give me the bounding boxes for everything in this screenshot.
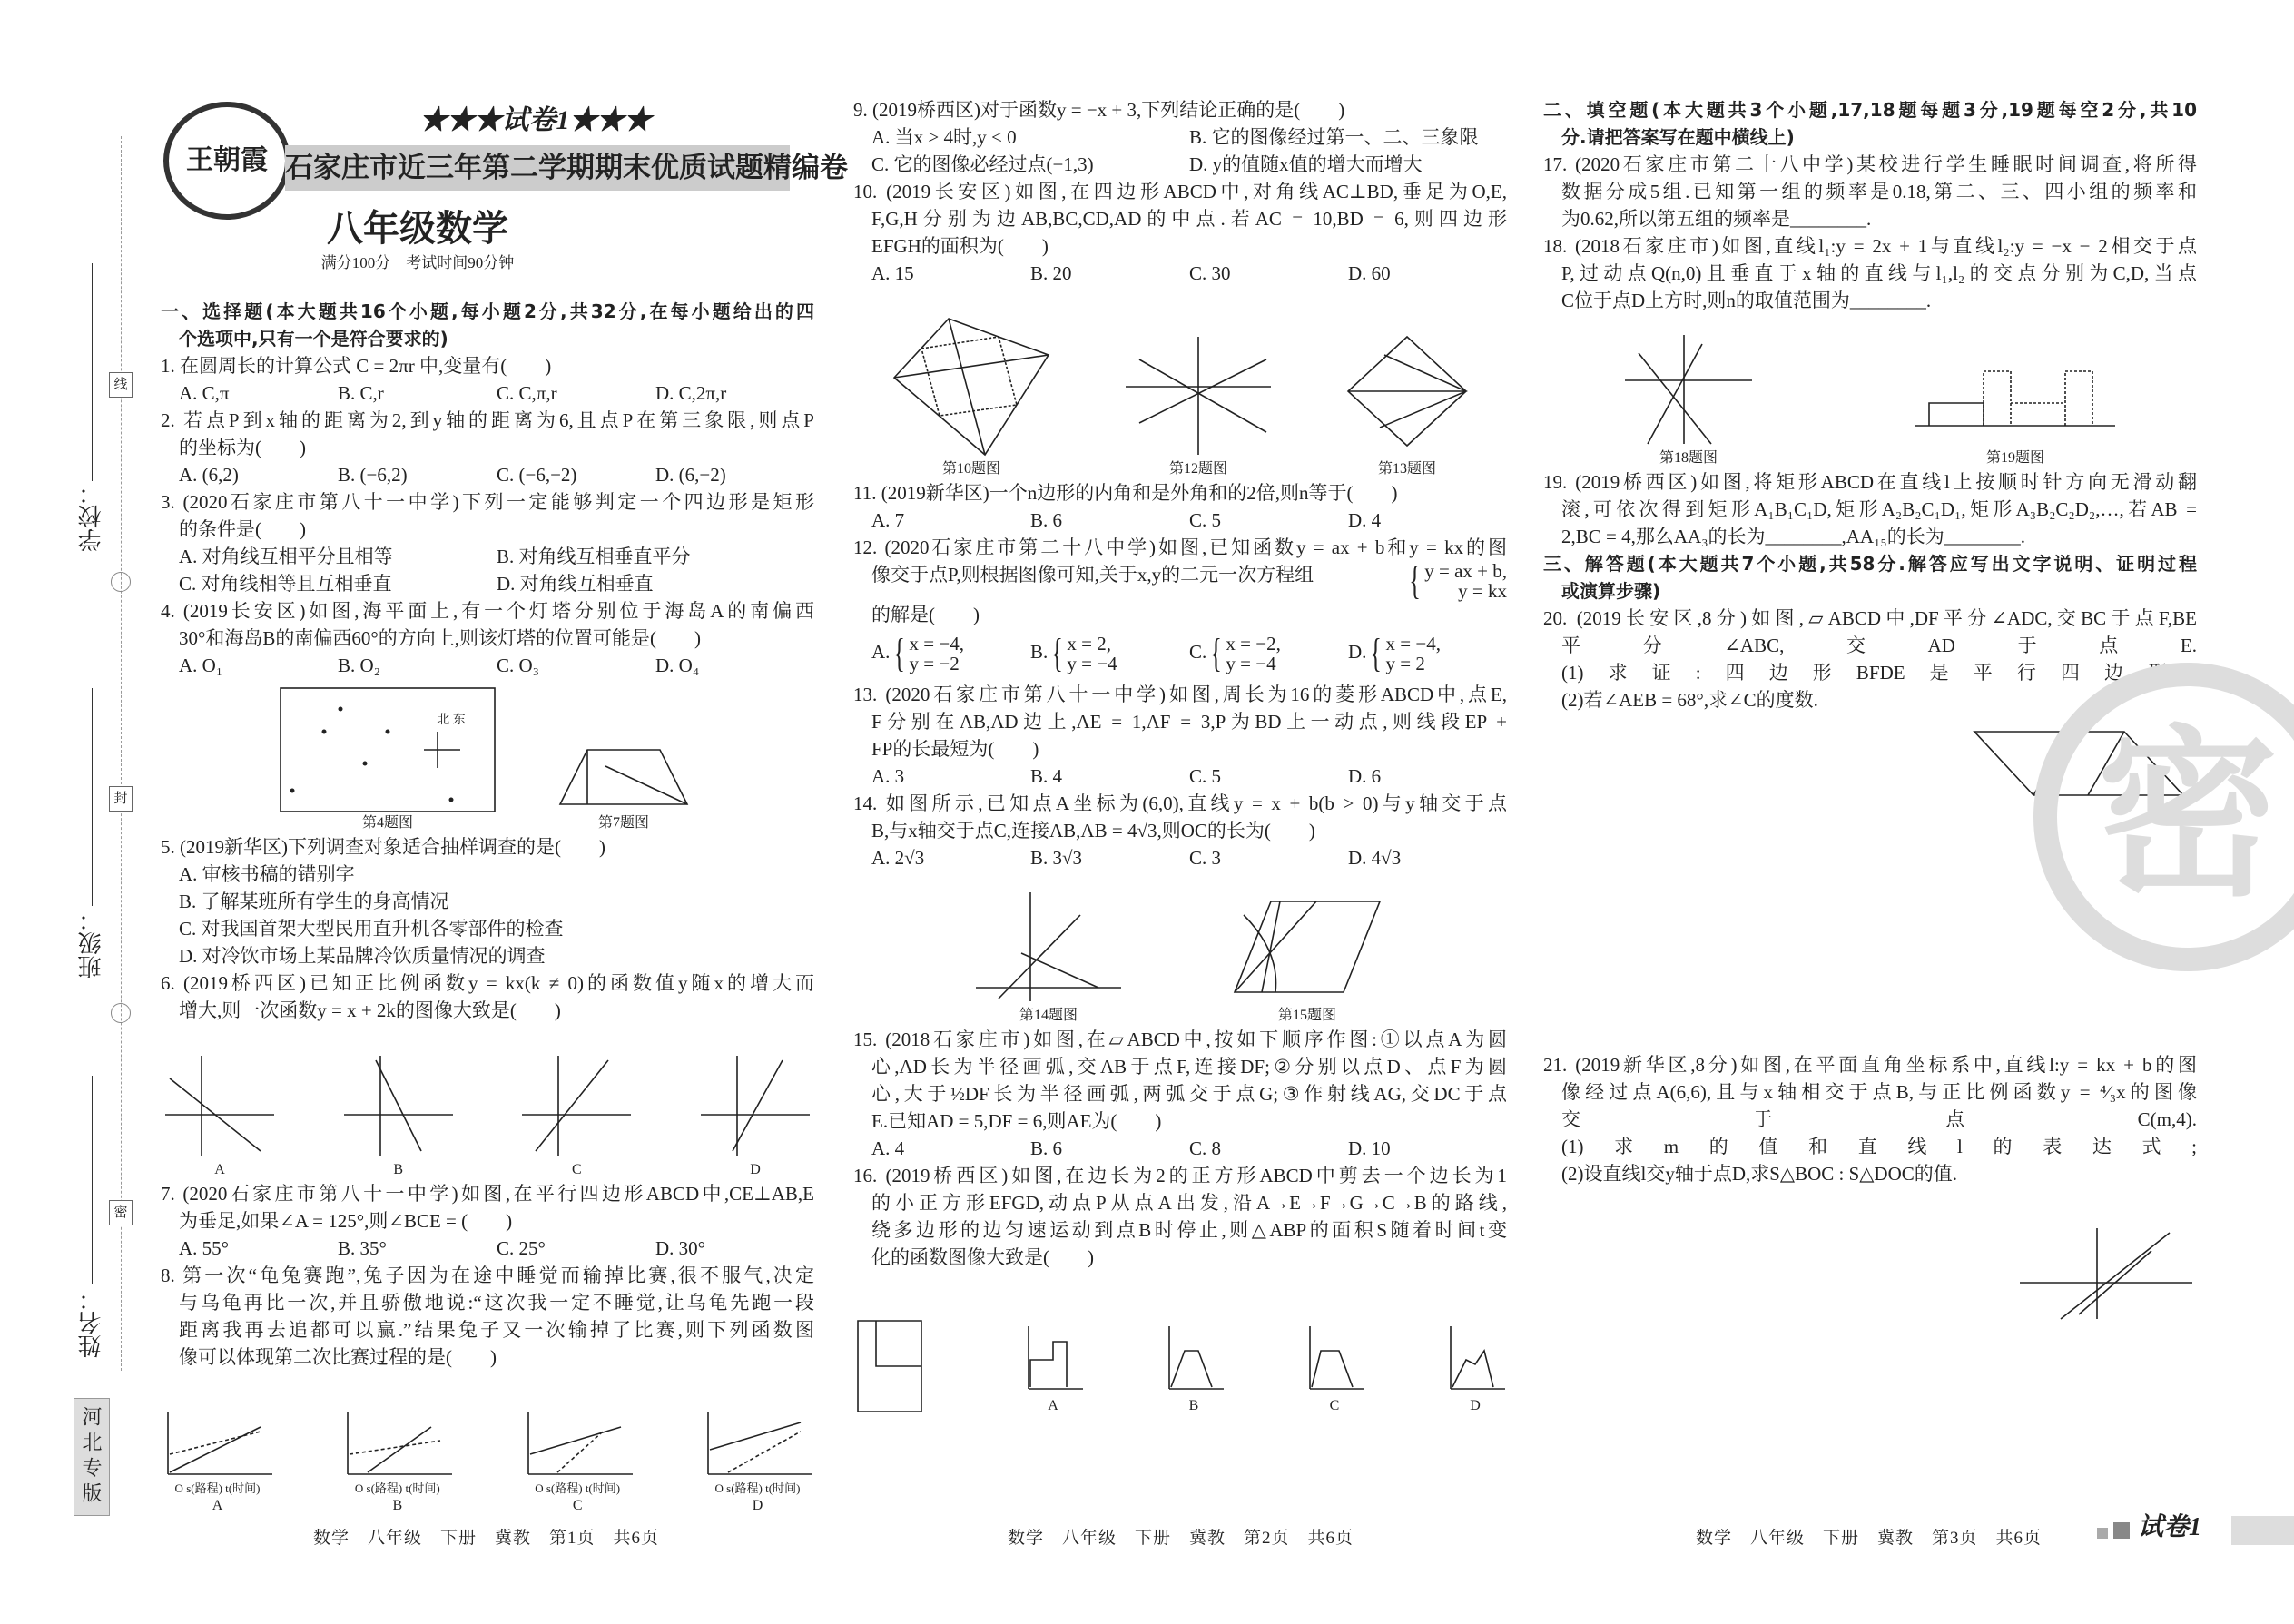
function-graph (1162, 1324, 1226, 1396)
figure-16 (853, 1316, 944, 1416)
answer-option: C. 30 (1189, 262, 1231, 284)
answer-option: C. 8 (1189, 1137, 1222, 1159)
function-graph (696, 1051, 814, 1160)
text-line: 21. (2019新华区,8分)如图,在平面直角坐标系中,直线l:y = kx + b的图 (1543, 1054, 2197, 1076)
answer-options (853, 763, 1507, 790)
answer-options (161, 543, 814, 597)
text-line: 分.请把答案写在题中横线上) (1561, 126, 1795, 148)
text-line: 9. (2019桥西区)对于函数y = −x + 3,下列结论正确的是( ) (853, 99, 1345, 121)
question-5 (161, 833, 814, 969)
function-graph (161, 1051, 279, 1160)
text-line: (1)求m的值和直线l的表达式; (1561, 1136, 2197, 1157)
answer-options (853, 1135, 1507, 1162)
figure-caption: 第7题图 (597, 815, 649, 831)
figure-4 (279, 686, 497, 833)
figure-caption: 第19题图 (1985, 450, 2044, 466)
text-line: 2. 若点P到x轴的距离为2,到y轴的距离为6,且点P在第三象限,则点P (161, 409, 814, 431)
text-line: 13. (2020石家庄市第八十一中学)如图,周长为16的菱形ABCD中,点E, (853, 684, 1507, 705)
choice-letter: B (393, 1162, 403, 1177)
question-2 (161, 407, 814, 488)
answer-options (853, 844, 1507, 871)
answer-option: D. 4 (1348, 509, 1382, 531)
construction-diagram (1226, 888, 1389, 1006)
graph-choice (161, 1409, 274, 1516)
answer-option: B. O₂ (338, 655, 380, 676)
parallelogram-diagram (551, 732, 696, 813)
figure-caption: 第18题图 (1659, 450, 1718, 466)
text-line: B,与x轴交于点C,连接AB,AB = 4√3,则OC的长为( ) (871, 820, 1315, 842)
x-axis-label: t(时间) (765, 1481, 801, 1495)
text-line: F分别在AB,AD边上,AE = 1,AF = 3,P为BD上一动点,则线段EP + (871, 711, 1507, 733)
option-letter: C. (1189, 640, 1207, 663)
figure-caption: 第4题图 (361, 815, 413, 831)
question-3 (161, 488, 814, 597)
answer-options (853, 260, 1507, 287)
edition-badge: 河北专版 (74, 1398, 110, 1516)
choice-letter: D (752, 1498, 763, 1513)
text-line: F,G,H分别为边AB,BC,CD,AD的中点.若AC = 10,BD = 6,则四边形 (871, 208, 1507, 230)
answer-options (853, 507, 1507, 534)
x-axis-label: t(时间) (585, 1481, 621, 1495)
figure-row (161, 679, 814, 833)
function-graph (340, 1051, 458, 1160)
text-line: 16. (2019桥西区)如图,在边长为2的正方形ABCD中剪去一个边长为1 (853, 1165, 1507, 1186)
text-line: 与乌龟再比一次,并且骄傲地说:“这次我一定不睡觉,让乌龟先跑一段 (179, 1292, 814, 1314)
answer-options (161, 652, 814, 679)
text-line: 距离我再去追都可以赢.”结果兔子又一次输掉了比赛,则下列函数图 (179, 1319, 814, 1341)
answer-option: D. 4√3 (1348, 847, 1402, 869)
graph-choice (161, 1051, 279, 1180)
answer-option: D. 60 (1348, 262, 1391, 284)
function-graph (517, 1051, 635, 1160)
choice-letter: C (1329, 1398, 1340, 1413)
function-graph (521, 1409, 635, 1481)
function-graph (340, 1409, 454, 1481)
choice-letter: B (392, 1498, 403, 1513)
text-line: 19. (2019桥西区)如图,将矩形ABCD在直线l上按顺时针方向无滑动翻 (1543, 471, 2197, 493)
answer-option: B. 35° (338, 1237, 387, 1259)
answer-option: B. 它的图像经过第一、二、三象限 (1189, 126, 1479, 148)
question-7 (161, 1180, 814, 1262)
text-line: 12. (2020石家庄市第二十八中学)如图,已知函数y = ax + b和y = kx的图 (853, 536, 1507, 558)
text-line: 的坐标为( ) (179, 437, 306, 458)
graph-choice (340, 1051, 458, 1180)
text-line: 绕多边形的边匀速运动到点B时停止,则△ABP的面积S随着时间t变 (871, 1219, 1507, 1241)
choice-letter: C (571, 1162, 582, 1177)
text-line: 或演算步骤) (1561, 580, 1661, 602)
answer-option: A. 15 (871, 262, 914, 284)
axis-labels (715, 1481, 801, 1496)
figure-12 (1121, 332, 1275, 479)
text-line: 5. (2019新华区)下列调查对象适合抽样调查的是( ) (161, 836, 605, 858)
text-line: 数据分成5组.已知第一组的频率是0.18,第二、三、四小组的频率和 (1561, 181, 2197, 202)
text-line: 像可以体现第二次比赛过程的是( ) (179, 1346, 497, 1368)
function-graph (1021, 1324, 1085, 1396)
question-9 (853, 96, 1507, 178)
axis-labels (355, 1481, 440, 1496)
equation-stack (910, 634, 964, 674)
exam-info: 满分100分 考试时间90分钟 (320, 254, 515, 271)
seal-seal-mark: 封 (109, 786, 133, 812)
compass-north: 北 (437, 714, 450, 727)
text-line: 一、选择题(本大题共16个小题,每小题2分,共32分,在每小题给出的四 (161, 300, 814, 322)
text-line: E.已知AD = 5,DF = 6,则AE为( ) (871, 1110, 1162, 1132)
answer-option: B. 4 (1030, 765, 1063, 787)
axis-labels (535, 1481, 620, 1496)
exam-badge: 试卷1 (2138, 1513, 2202, 1541)
answer-option: B. 20 (1030, 262, 1072, 284)
origin-label: O (174, 1481, 187, 1495)
compass-east: 东 (452, 714, 466, 727)
choice-letter: B (1188, 1398, 1199, 1413)
answer-option: C. 3 (1189, 847, 1222, 869)
text-line: C位于点D上方时,则n的取值范围为________. (1561, 290, 1932, 311)
text-line: 平分∠ABC,交AD于点E. (1561, 635, 2197, 656)
answer-option: D. y的值随x值的增大而增大 (1189, 153, 1423, 175)
text-line: 心,大于½DF长为半径画弧,两弧交于点G;③作射线AG,交DC于点 (871, 1083, 1507, 1105)
equation-stack (1386, 634, 1441, 674)
graph-choice (1162, 1324, 1226, 1416)
function-graph (1443, 1324, 1507, 1396)
text-line: 15. (2018石家庄市)如图,在▱ABCD中,按如下顺序作图:①以点A为圆 (853, 1029, 1507, 1050)
figure-19 (1911, 349, 2120, 468)
figure-13 (1339, 332, 1475, 479)
answer-option: D. (6,−2) (655, 464, 726, 486)
equation-system (1366, 631, 1441, 675)
question-12 (853, 534, 1507, 674)
binding-hole-icon (111, 1003, 131, 1023)
text-line: 20. (2019长安区,8分)如图,▱ABCD中,DF平分∠ADC,交BC于点F,BE (1543, 607, 2197, 629)
school-field-line[interactable] (92, 263, 93, 481)
lighthouse-map-diagram (279, 686, 497, 813)
answer-option: C. 25° (497, 1237, 546, 1259)
equation: y = 2 (1385, 653, 1425, 674)
answer-option (1348, 631, 1507, 675)
equation: x = −4, (1385, 633, 1441, 655)
answer-option: B. 6 (1030, 1137, 1063, 1159)
text-line: 14. 如图所示,已知点A坐标为(6,0),直线y = x + b(b > 0)与y轴交于点 (853, 792, 1507, 814)
answer-option: B. 对角线互相垂直平分 (497, 546, 691, 567)
text-line: 8. 第一次“龟兔赛跑”,兔子因为在途中睡觉而输掉比赛,很不服气,决定 (161, 1265, 814, 1286)
answer-option: D. 10 (1348, 1137, 1391, 1159)
equation: y = −4 (1226, 653, 1276, 674)
text-line: 30°和海岛B的南偏西60°的方向上,则该灯塔的位置可能是( ) (179, 627, 702, 649)
equation: y = kx (1458, 580, 1507, 602)
text-line: 7. (2020石家庄市第八十一中学)如图,在平行四边形ABCD中,CE⊥AB,E (161, 1183, 814, 1205)
answer-option: D. 对冷饮市场上某品牌冷饮质量情况的调查 (179, 945, 546, 967)
answer-option: D. C,2π,r (655, 382, 727, 404)
section-2-heading (1543, 96, 2197, 151)
text-line: 的小正方形EFGD,动点P从点A出发,沿A→E→F→G→C→B的路线, (871, 1192, 1507, 1214)
quadrilateral-diagram (885, 314, 1058, 459)
answer-option (871, 631, 1030, 675)
option-letter: A. (871, 640, 891, 663)
coordinate-lines-diagram (2015, 1224, 2197, 1324)
graph-choices (161, 1024, 814, 1180)
publisher-logo: 王朝霞 (163, 102, 290, 220)
answer-options (161, 1235, 814, 1262)
option-letter: B. (1030, 640, 1049, 663)
equation-stack (1226, 634, 1280, 674)
text-line: 6. (2019桥西区)已知正比例函数y = kx(k ≠ 0)的函数值y随x的增大而 (161, 972, 814, 994)
figure-21 (1543, 1224, 2197, 1331)
answer-option: D. 6 (1348, 765, 1382, 787)
equation-system (890, 631, 964, 675)
answer-options (161, 379, 814, 407)
graph-choice (340, 1409, 454, 1516)
text-line: (2)若∠AEB = 68°,求∠C的度数. (1561, 689, 1818, 711)
rhombus-diagram (1339, 332, 1475, 459)
text-line: (1)求证:四边形BFDE是平行四边形; (1561, 662, 2197, 684)
rolling-rectangle-diagram (1911, 349, 2120, 448)
choice-letter: D (1470, 1398, 1481, 1413)
equation: x = 2, (1067, 633, 1111, 655)
text-line: 18. (2018石家庄市)如图,直线l₁:y = 2x + 1与直线l₂:y = −x − 2相交于点 (1543, 235, 2197, 257)
x-axis-label: t(时间) (405, 1481, 440, 1495)
brace-icon: { (1370, 631, 1383, 675)
answer-option: C. (−6,−2) (497, 464, 577, 486)
figure-row (853, 871, 1507, 1026)
answer-option: A. (6,2) (179, 464, 239, 486)
answer-option: A. 7 (871, 509, 905, 531)
answer-option: B. (−6,2) (338, 464, 408, 486)
origin-label: O (714, 1481, 727, 1495)
figure-14 (971, 888, 1126, 1026)
y-axis-label: s(路程) (546, 1481, 586, 1495)
section-1-heading (161, 298, 814, 352)
question-1 (161, 352, 814, 407)
text-line: 增大,则一次函数y = x + 2k的图像大致是( ) (179, 999, 561, 1021)
text-line: 为0.62,所以第五组的频率是________. (1561, 208, 1872, 230)
class-field-line[interactable] (92, 688, 93, 906)
answer-option: A. 2√3 (871, 847, 925, 869)
text-line: 像经过点A(6,6),且与x轴相交于点B,与正比例函数y = ⁴⁄₃x的图像 (1561, 1081, 2197, 1103)
answer-option: B. C,r (338, 382, 384, 404)
graph-choice (696, 1051, 814, 1180)
equation: y = ax + b, (1424, 560, 1507, 582)
figure-15 (1226, 888, 1389, 1026)
text-line: 心,AD长为半径画弧,交AB于点F,连接DF;②分别以点D、点F为圆 (871, 1056, 1507, 1078)
question-15 (853, 1026, 1507, 1162)
text-line: 10. (2019长安区)如图,在四边形ABCD中,对角线AC⊥BD,垂足为O,E, (853, 181, 1507, 202)
y-axis-label: s(路程) (726, 1481, 766, 1495)
text-line: 2,BC = 4,那么AA₃的长为________,AA₁₅的长为________. (1561, 526, 2025, 547)
cut-square-diagram (853, 1316, 944, 1416)
answer-option: C. 它的图像必经过点(−1,3) (871, 153, 1094, 175)
answer-option: A. 当x > 4时,y < 0 (871, 126, 1017, 148)
graph-choices (853, 1271, 1507, 1416)
answer-option: D. 30° (655, 1237, 706, 1259)
answer-options (853, 631, 1507, 675)
function-graph (701, 1409, 814, 1481)
binding-hole-icon (111, 572, 131, 592)
answer-option: C. C,π,r (497, 382, 557, 404)
text-line: 为垂足,如果∠A = 125°,则∠BCE = ( ) (179, 1210, 513, 1232)
graph-choice (1443, 1324, 1507, 1416)
graph-choice (1021, 1324, 1085, 1416)
figure-7 (551, 732, 696, 833)
answer-option (1189, 631, 1348, 675)
answer-option: C. 5 (1189, 509, 1222, 531)
question-13 (853, 681, 1507, 790)
answer-option: D. 对角线互相垂直 (497, 573, 654, 595)
text-line: 个选项中,只有一个是符合要求的) (179, 328, 448, 349)
equation: y = −2 (909, 653, 960, 674)
equation-stack (1067, 634, 1117, 674)
text-line: 3. (2020石家庄市第八十一中学)下列一定能够判定一个四边形是矩形 (161, 491, 814, 513)
figure-caption: 第12题图 (1168, 461, 1227, 477)
question-16 (853, 1162, 1507, 1416)
figure-10 (885, 314, 1058, 479)
answer-option: A. 3 (871, 765, 905, 787)
secret-watermark: 密 (2033, 663, 2294, 971)
text-line: 的条件是( ) (179, 518, 306, 540)
question-17 (1543, 151, 2197, 232)
question-text: 的解是( ) (871, 604, 980, 625)
text-line: 1. 在圆周长的计算公式 C = 2πr 中,变量有( ) (161, 355, 552, 377)
answer-option: C. 对我国首架大型民用直升机各零部件的检查 (179, 918, 564, 940)
equation: x = −4, (909, 633, 964, 655)
name-field-line[interactable] (92, 1076, 93, 1284)
answer-option: A. 审核书稿的错别字 (179, 863, 355, 885)
text-line: 交于点C(m,4). (1561, 1108, 2197, 1130)
figure-row (853, 287, 1507, 479)
answer-option: C. 对角线相等且互相垂直 (179, 573, 392, 595)
decor-square-icon (2097, 1528, 2108, 1539)
y-axis-label: s(路程) (186, 1481, 226, 1495)
equation: x = −2, (1226, 633, 1281, 655)
text-line: EFGH的面积为( ) (871, 235, 1049, 257)
graph-choice (521, 1409, 635, 1516)
answer-options (853, 123, 1507, 178)
question-21 (1543, 1051, 2197, 1331)
graph-choice (701, 1409, 814, 1516)
column-1 (161, 298, 814, 1516)
column-2 (853, 96, 1507, 1416)
question-4 (161, 597, 814, 679)
answer-options (161, 861, 814, 969)
answer-option: A. C,π (179, 382, 230, 404)
answer-options (161, 461, 814, 488)
choice-letter: A (212, 1498, 223, 1513)
graph-choices (161, 1371, 814, 1516)
page-title: 八年级数学 (327, 208, 508, 250)
equation-system (1206, 631, 1281, 675)
question-11 (853, 479, 1507, 534)
origin-label: O (354, 1481, 367, 1495)
answer-option: B. 3√3 (1030, 847, 1083, 869)
page-footer-2: 数学 八年级 下册 冀教 第2页 共6页 (1008, 1529, 1354, 1548)
question-18 (1543, 232, 2197, 314)
seal-line-mark: 线 (109, 372, 133, 398)
equation-system: { y = ax + b, y = kx (1409, 558, 1507, 603)
function-graph (1303, 1324, 1366, 1396)
text-line: 像交于点P,则根据图像可知,关于x,y的二元一次方程组 (871, 564, 1314, 586)
figure-row (1543, 314, 2197, 468)
figure-18 (1620, 330, 1757, 468)
answer-option: D. O₄ (655, 655, 700, 676)
text-line: (2)设直线l交y轴于点D,求S△BOC : S△DOC的值. (1561, 1163, 1957, 1185)
choice-letter: A (214, 1162, 225, 1177)
text-line: 三、解答题(本大题共7个小题,共58分.解答应写出文字说明、证明过程 (1543, 553, 2197, 575)
brace-icon: { (1210, 631, 1223, 675)
answer-option (1030, 631, 1189, 675)
answer-option: C. 5 (1189, 765, 1222, 787)
axis-labels (175, 1481, 261, 1496)
intersecting-lines-diagram (1620, 330, 1757, 448)
brace-icon: { (893, 631, 906, 675)
banner-title: 石家庄市近三年第二学期期末优质试题精编卷 (285, 145, 790, 191)
answer-option: A. O₁ (179, 655, 223, 676)
text-line: FP的长最短为( ) (871, 738, 1039, 760)
school-label: 学校： (78, 481, 104, 552)
question-10 (853, 178, 1507, 287)
answer-option: A. 55° (179, 1237, 230, 1259)
choice-letter: D (750, 1162, 761, 1177)
fold-line (121, 136, 122, 1371)
decor-square-icon (2113, 1522, 2130, 1539)
seal-secret-mark: 密 (109, 1200, 133, 1225)
linear-functions-diagram (1121, 332, 1275, 459)
text-line: 17. (2020石家庄市第二十八中学)某校进行学生睡眠时间调查,将所得 (1543, 153, 2197, 175)
question-8 (161, 1262, 814, 1516)
equation-system (1048, 631, 1117, 675)
graph-choice (517, 1051, 635, 1180)
brace-icon: { (1051, 631, 1064, 675)
name-label: 姓名： (78, 1287, 104, 1358)
origin-label: O (535, 1481, 546, 1495)
section-3-heading (1543, 550, 2197, 605)
choice-letter: A (1048, 1398, 1058, 1413)
answer-option: C. O₃ (497, 655, 539, 676)
text-line: 二、填空题(本大题共3个小题,17,18题每题3分,19题每空2分,共10 (1543, 99, 2197, 121)
figure-caption: 第15题图 (1277, 1008, 1336, 1023)
figure-caption: 第13题图 (1377, 461, 1436, 477)
series-label: ★★★试卷1★★★ (419, 105, 652, 135)
question-6 (161, 969, 814, 1180)
answer-option: A. 对角线互相平分且相等 (179, 546, 393, 567)
question-14 (853, 790, 1507, 871)
page-footer-1: 数学 八年级 下册 冀教 第1页 共6页 (313, 1529, 660, 1548)
x-axis-label: t(时间) (225, 1481, 261, 1495)
text-line: P,过动点Q(n,0)且垂直于x轴的直线与l₁,l₂的交点分别为C,D,当点 (1561, 262, 2197, 284)
graph-choice (1303, 1324, 1366, 1416)
text-line: 4. (2019长安区)如图,海平面上,有一个灯塔分别位于海岛A的南偏西 (161, 600, 814, 622)
answer-option: B. 了解某班所有学生的身高情况 (179, 891, 449, 912)
page-footer-3: 数学 八年级 下册 冀教 第3页 共6页 (1696, 1529, 2043, 1548)
answer-option: B. 6 (1030, 509, 1063, 531)
choice-letter: C (572, 1498, 583, 1513)
class-label: 班级： (78, 908, 104, 979)
question-19 (1543, 468, 2197, 550)
equation: y = −4 (1067, 653, 1117, 674)
answer-option: A. 4 (871, 1137, 905, 1159)
option-letter: D. (1348, 640, 1367, 663)
function-graph (161, 1409, 274, 1481)
text-line: 滚,可依次得到矩形A₁B₁C₁D,矩形A₂B₂C₁D₁,矩形A₃B₂C₂D₂,…,若AB = (1561, 498, 2197, 520)
triangle-axes-diagram (971, 888, 1126, 1006)
text-line: 化的函数图像大致是( ) (871, 1246, 1094, 1268)
footer-bar (2231, 1516, 2294, 1545)
figure-caption: 第14题图 (1019, 1008, 1078, 1023)
figure-caption: 第10题图 (941, 461, 1000, 477)
y-axis-label: s(路程) (366, 1481, 406, 1495)
text-line: 11. (2019新华区)一个n边形的内角和是外角和的2倍,则n等于( ) (853, 482, 1398, 504)
